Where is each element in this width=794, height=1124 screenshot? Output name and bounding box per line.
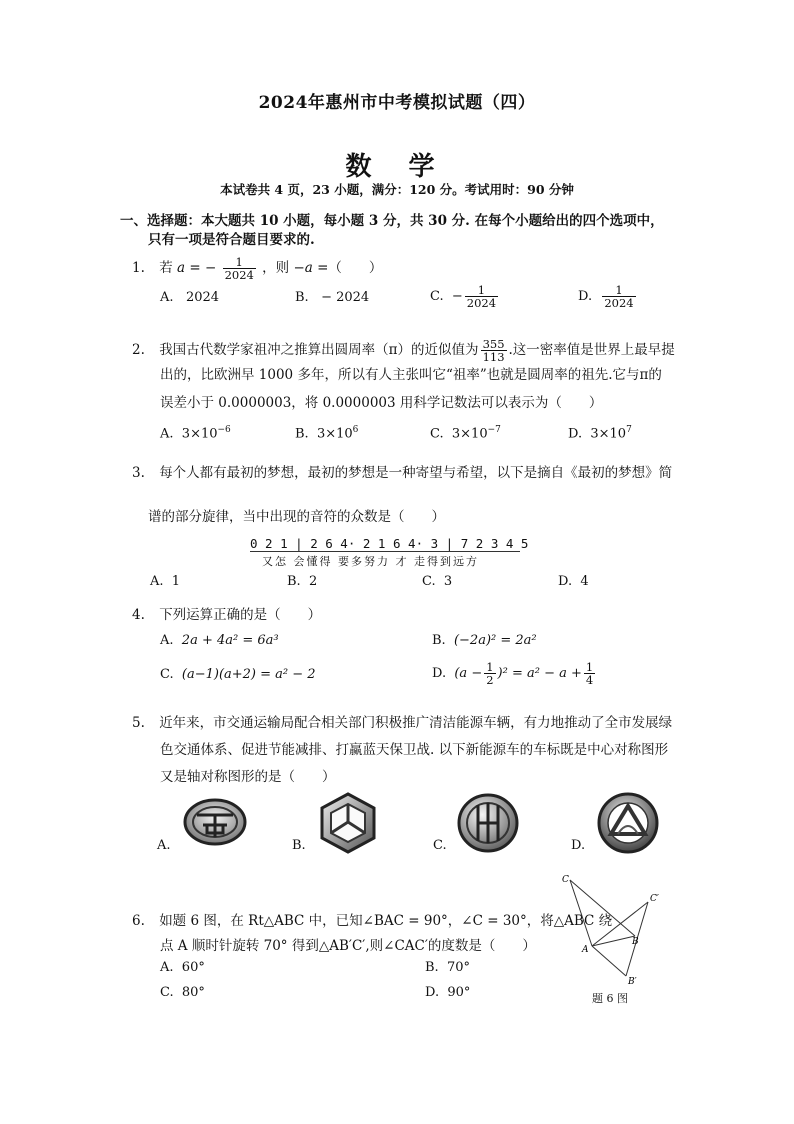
logo-option-c[interactable] — [457, 793, 519, 853]
option-c[interactable]: C. − $\frac{1}{2024}$ — [430, 283, 497, 310]
question-number: 6. — [132, 913, 145, 929]
question-2-line3: 误差小于 0.0000003，将 0.0000003 用科学记数法可以表示为（ ） — [160, 395, 603, 411]
point-c-prime-label: C′ — [650, 894, 659, 904]
option-b[interactable]: B. 2 — [287, 574, 318, 589]
question-number: 5. — [132, 715, 145, 731]
fraction: $\frac{355}{113}$ — [482, 337, 505, 364]
point-b-label: B — [632, 937, 639, 947]
option-a[interactable]: A. 2a + 4a² = 6a³ — [160, 633, 279, 648]
question-5: 5. 近年来，市交通运输局配合相关部门积极推广清洁能源车辆，有力地推动了全市发展绿 — [132, 715, 673, 731]
lyrics: 又怎 会懂得 要多努力 才 走得到远方 — [262, 555, 479, 568]
point-b-prime-label: B′ — [628, 977, 637, 987]
question-5-line2: 色交通体系、促进节能减排、打赢蓝天保卫战. 以下新能源车的车标既是中心对称图形 — [160, 742, 669, 758]
exam-info: 本试卷共 4 页，23 小题，满分：120 分。考试用时：90 分钟 — [220, 182, 574, 197]
question-3-line2: 谱的部分旋律，当中出现的音符的众数是（ ） — [148, 509, 445, 525]
question-4: 4. 下列运算正确的是（ ） — [132, 607, 322, 623]
option-a[interactable]: A. $3\times 10^{-6}$ — [160, 425, 231, 442]
section-heading: 一、选择题：本大题共 10 小题，每小题 3 分，共 30 分. 在每个小题给出的四个选项中， — [120, 213, 664, 229]
question-6: 6. 如题 6 图，在 Rt△ABC 中，已知∠BAC = 90°，∠C = 30°，将△ABC 绕 — [132, 913, 613, 929]
option-d-label[interactable]: D. — [571, 838, 586, 853]
figure-caption: 题 6 图 — [592, 992, 628, 1005]
question-1: 1. 若 a = − $\frac{1}{2024}$ ，则 −a =（ ） — [132, 255, 383, 282]
question-2: 2. 我国古代数学家祖冲之推算出圆周率（π）的近似值为 $\frac{355}{113}$ .这一密率值是世界上最早提 — [132, 337, 675, 364]
option-a[interactable]: A. 2024 — [160, 290, 220, 305]
option-b[interactable]: B. (−2a)² = 2a² — [432, 633, 537, 648]
option-a[interactable]: A. 1 — [150, 574, 181, 589]
option-b[interactable]: B. 70° — [425, 960, 470, 975]
exam-title: 2024年惠州市中考模拟试题（四） — [258, 93, 536, 113]
question-number: 2. — [132, 342, 145, 358]
question-number: 4. — [132, 607, 145, 623]
logo-option-d[interactable] — [596, 792, 660, 854]
car-logo-a-icon — [183, 797, 247, 847]
option-a[interactable]: A. 60° — [160, 960, 205, 975]
section-heading-cont: 只有一项是符合题目要求的. — [148, 232, 315, 248]
option-c[interactable]: C. (a−1)(a+2) = a² − 2 — [160, 667, 316, 682]
option-b[interactable]: B. − 2024 — [295, 290, 370, 305]
question-2-line2: 出的，比欧洲早 1000 多年，所以有人主张叫它“祖率”也就是圆周率的祖先.它与π的 — [160, 367, 662, 383]
question-5-line3: 又是轴对称图形的是（ ） — [160, 769, 336, 785]
logo-option-b[interactable] — [318, 792, 378, 854]
car-logo-c-icon — [457, 793, 519, 853]
option-d[interactable]: D. $3\times 10^7$ — [568, 425, 632, 442]
question-3: 3. 每个人都有最初的梦想，最初的梦想是一种寄望与希望，以下是摘自《最初的梦想》简 — [132, 465, 673, 481]
score-underline — [250, 551, 520, 552]
option-b-label[interactable]: B. — [292, 838, 306, 853]
triangle-diagram — [560, 872, 670, 992]
option-c[interactable]: C. 80° — [160, 985, 205, 1000]
option-c-label[interactable]: C. — [433, 838, 447, 853]
fraction: $\frac{1}{2024}$ — [224, 255, 254, 282]
option-c[interactable]: C. $3\times 10^{-7}$ — [430, 425, 501, 442]
option-d[interactable]: D. (a − $\frac{1}{2}$ )² = a² − a + $\frac{1}{4}$ — [432, 660, 594, 687]
option-d[interactable]: D. $\frac{1}{2024}$ — [578, 283, 634, 310]
question-number: 1. — [132, 260, 145, 276]
option-a-label[interactable]: A. — [157, 838, 171, 853]
car-logo-b-icon — [318, 792, 378, 854]
option-d[interactable]: D. 90° — [425, 985, 471, 1000]
subject-title: 数 学 — [345, 152, 449, 182]
car-logo-d-icon — [596, 792, 660, 854]
point-a-label: A — [582, 945, 589, 955]
logo-option-a[interactable] — [183, 797, 247, 847]
question-6-line2: 点 A 顺时针旋转 70° 得到△AB′C′,则∠CAC′的度数是（ ） — [160, 938, 536, 954]
option-d[interactable]: D. 4 — [558, 574, 589, 589]
point-c-label: C — [562, 875, 569, 885]
figure-6 — [560, 872, 670, 992]
music-score: 0 2 1 | 2 6 4· 2 1 6 4· 3 | 7 2 3 4 5 — [250, 536, 529, 551]
option-c[interactable]: C. 3 — [422, 574, 453, 589]
option-b[interactable]: B. $3\times 10^6$ — [295, 425, 359, 442]
question-number: 3. — [132, 465, 145, 481]
